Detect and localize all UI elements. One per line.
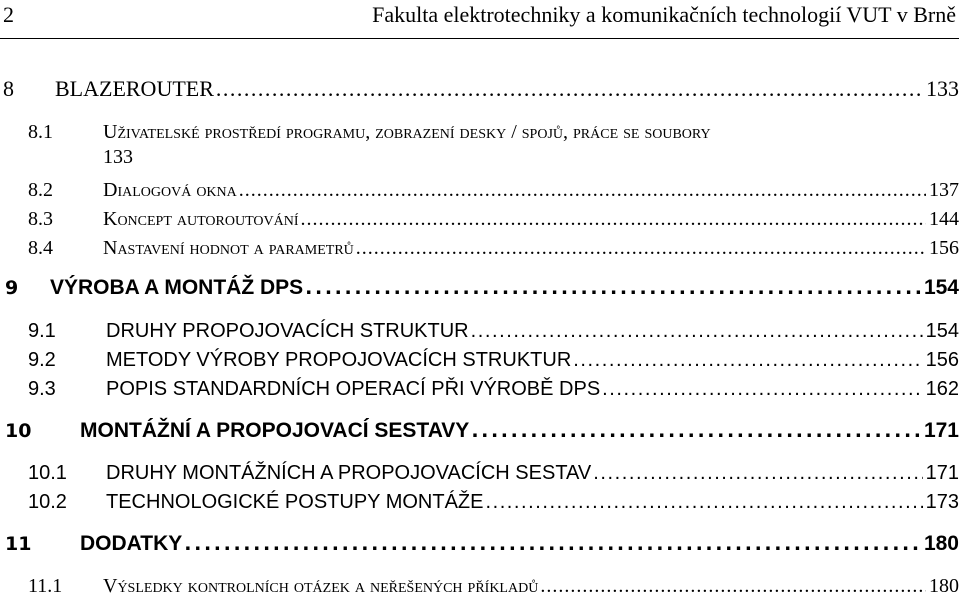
toc-leader-dots — [573, 350, 922, 370]
toc-entry-number: 8.2 — [28, 179, 53, 201]
toc-entry-title: TECHNOLOGICKÉ POSTUPY MONTÁŽE — [106, 491, 484, 513]
toc-entry-number: 9.2 — [28, 349, 56, 371]
toc-leader-dots — [540, 576, 926, 596]
toc-entry-title: VÝROBA A MONTÁŽ DPS — [50, 276, 304, 299]
toc-entry-number: 10.1 — [28, 462, 67, 484]
toc-entry-page: 137 — [929, 179, 959, 201]
toc-entry-title: Koncept autoroutování — [103, 208, 299, 230]
toc-entry-title: Uživatelské prostředí programu, zobrazení desky / spojů, práce se soubory — [103, 121, 711, 143]
toc-entry-page: 180 — [929, 575, 959, 597]
toc-entry-page: 156 — [925, 349, 959, 371]
toc-entry-9-3[interactable] — [0, 371, 959, 399]
toc-leader-dots — [471, 422, 921, 441]
toc-entry-page: 171 — [923, 419, 959, 442]
toc-entry-number: 9 — [5, 277, 19, 299]
toc-entry-title: DRUHY PROPOJOVACÍCH STRUKTUR — [106, 320, 469, 342]
toc-entry-page: 180 — [923, 532, 959, 555]
toc-entry-10-1[interactable] — [0, 455, 959, 483]
toc-entry-title: MONTÁŽNÍ A PROPOJOVACÍ SESTAVY — [80, 419, 470, 442]
toc-entry-page: 162 — [925, 378, 959, 400]
toc-entry-8-3[interactable] — [0, 201, 959, 229]
toc-entry-8[interactable] — [0, 72, 959, 100]
toc-leader-dots — [593, 463, 922, 483]
toc-entry-title: DODATKY — [80, 532, 183, 555]
toc-leader-dots — [305, 279, 921, 298]
toc-leader-dots — [300, 209, 926, 229]
toc-entry-9-2[interactable] — [0, 342, 959, 370]
toc-entry-title: POPIS STANDARDNÍCH OPERACÍ PŘI VÝROBĚ DPS — [106, 378, 601, 400]
toc-entry-number: 10.2 — [28, 491, 67, 513]
toc-entry-number: 8.4 — [28, 237, 53, 259]
toc-entry-number: 11 — [5, 533, 32, 555]
toc-entry-number: 9.3 — [28, 378, 56, 400]
toc-entry-title: Nastavení hodnot a parametrů — [103, 237, 354, 259]
toc-entry-number: 9.1 — [28, 320, 56, 342]
toc-leader-dots — [239, 180, 926, 200]
toc-entry-page: 144 — [929, 208, 959, 230]
toc-entry-number: 8 — [3, 76, 14, 101]
toc-leader-dots — [602, 379, 922, 399]
header-title: Fakulta elektrotechniky a komunikačních technologií VUT v Brně — [372, 2, 956, 27]
page-number: 2 — [3, 2, 14, 27]
toc-entry-8-2[interactable] — [0, 172, 959, 200]
toc-entry-page: 173 — [925, 491, 959, 513]
toc-leader-dots — [356, 238, 926, 258]
toc-entry-9[interactable] — [0, 270, 959, 298]
toc-entry-10-2[interactable] — [0, 484, 959, 512]
toc-entry-9-1[interactable] — [0, 313, 959, 341]
page-header — [0, 0, 959, 39]
toc-leader-dots — [184, 535, 921, 554]
toc-entry-title: Výsledky kontrolních otázek a neřešených příkladů — [103, 575, 539, 597]
toc-entry-10[interactable] — [0, 413, 959, 441]
toc-entry-page: 133 — [103, 146, 133, 168]
toc-leader-dots — [471, 321, 923, 341]
toc-entry-title: Dialogová okna — [103, 179, 237, 201]
toc-leader-dots — [216, 78, 923, 100]
toc-entry-8-1[interactable] — [0, 114, 959, 142]
toc-entry-8-4[interactable] — [0, 230, 959, 258]
toc-entry-number: 8.1 — [28, 121, 53, 143]
toc-entry-page: 171 — [925, 462, 959, 484]
toc-entry-page: 154 — [923, 276, 959, 299]
toc-entry-title: DRUHY MONTÁŽNÍCH A PROPOJOVACÍCH SESTAV — [106, 462, 592, 484]
toc-entry-number: 10 — [5, 420, 32, 442]
toc-leader-dots — [485, 492, 922, 512]
toc-entry-title: METODY VÝROBY PROPOJOVACÍCH STRUKTUR — [106, 349, 572, 371]
toc-entry-title: BLAZEROUTER — [55, 76, 214, 101]
toc-entry-number: 8.3 — [28, 208, 53, 230]
toc-entry-page: 156 — [929, 237, 959, 259]
toc-entry-11[interactable] — [0, 526, 959, 554]
toc-entry-page: 133 — [926, 76, 959, 101]
toc-entry-page: 154 — [925, 320, 959, 342]
toc-entry-11-1[interactable] — [0, 568, 959, 596]
toc-entry-number: 11.1 — [28, 575, 63, 597]
